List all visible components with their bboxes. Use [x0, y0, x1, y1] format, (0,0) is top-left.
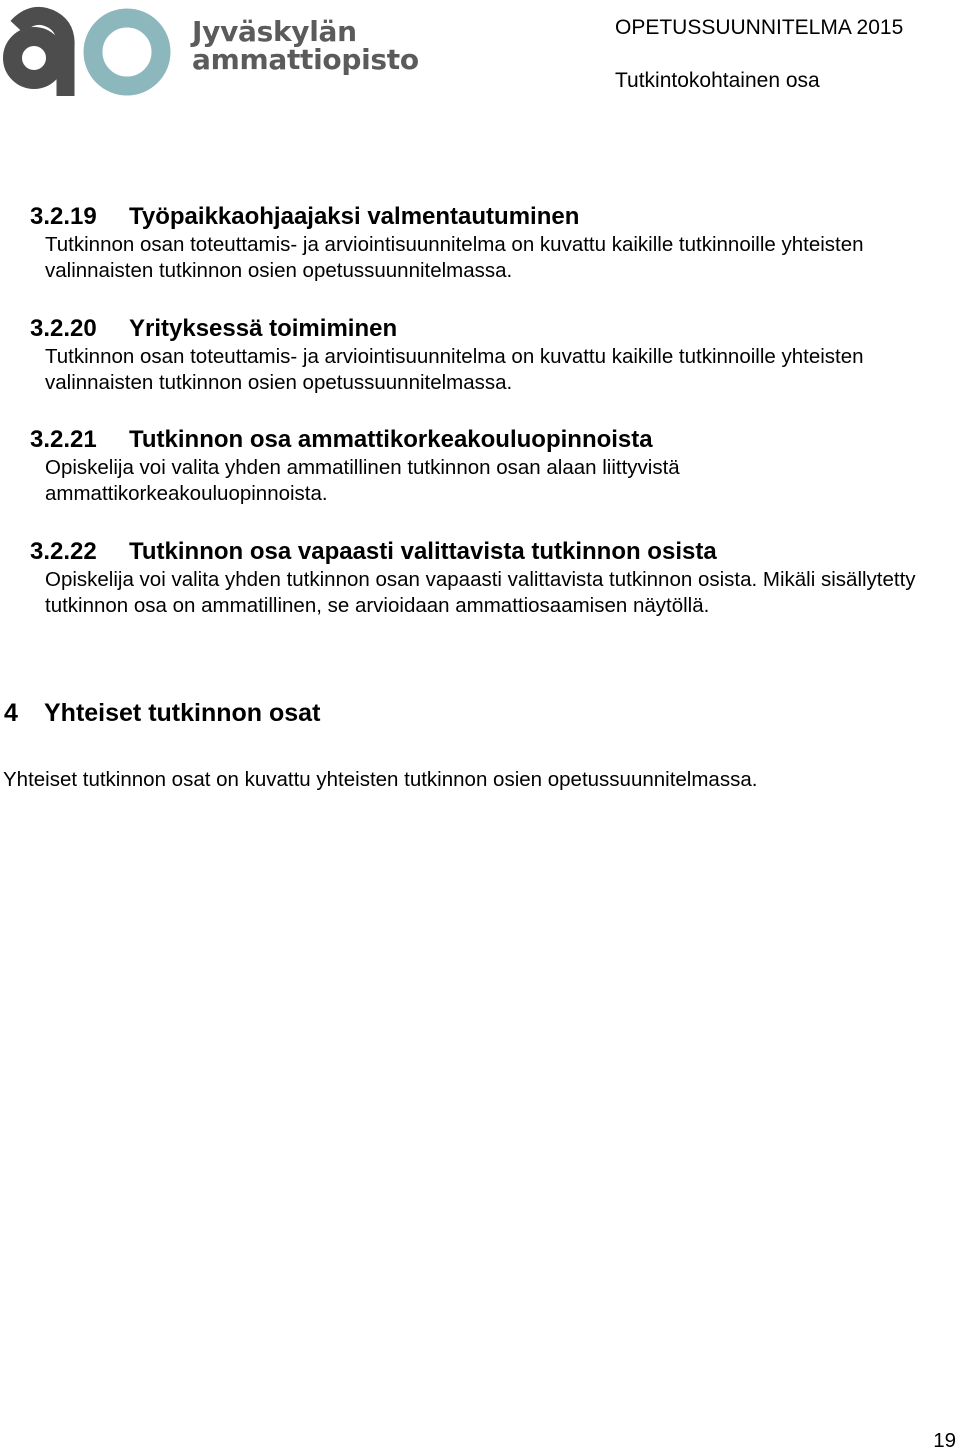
section-heading [30, 425, 930, 455]
section-number: 3.2.21 [30, 426, 97, 453]
chapter-body: Yhteiset tutkinnon osat on kuvattu yhteisten tutkinnon osien opetussuunnitelmassa. [3, 768, 758, 791]
section-number: 3.2.22 [30, 538, 97, 565]
section-number: 3.2.20 [30, 315, 97, 342]
document-title: OPETUSSUUNNITELMA 2015 [615, 16, 904, 39]
section-title: Työpaikkaohjaajaksi valmentautuminen [129, 203, 580, 230]
section-heading [30, 314, 930, 344]
institution-logo [0, 0, 419, 110]
section-3-2-21 [30, 425, 930, 506]
section-3-2-19 [30, 202, 930, 283]
section-title: Tutkinnon osa ammattikorkeakouluopinnoista [129, 426, 653, 453]
logo-wordmark-line-1: Jyväskylän [192, 15, 357, 48]
page-number: 19 [933, 1429, 956, 1452]
ao-logo-mark-icon [0, 0, 190, 100]
section-body: Opiskelija voi valita yhden ammatillinen tutkinnon osan alaan liittyvistä ammattikorkeakouluopinnoista. [45, 456, 680, 505]
section-body: Opiskelija voi valita yhden tutkinnon osan vapaasti valittavista tutkinnon osista. Mikäli sisällytetty tutkinnon osa on ammatillinen, se arvioidaan ammattiosaamisen näytöllä. [45, 568, 916, 617]
section-heading [30, 537, 930, 567]
section-body: Tutkinnon osan toteuttamis- ja arviointisuunnitelma on kuvattu kaikille tutkinnoille yhteisten valinnaisten tutkinnon osien opetussuunnitelmassa. [45, 345, 864, 394]
section-3-2-20 [30, 314, 930, 395]
chapter-title: Yhteiset tutkinnon osat [44, 699, 321, 727]
logo-wordmark-line-2: ammattiopisto [192, 43, 419, 76]
section-number: 3.2.19 [30, 203, 97, 230]
section-title: Tutkinnon osa vapaasti valittavista tutkinnon osista [129, 538, 717, 565]
chapter-heading [4, 698, 320, 728]
document-subtitle: Tutkintokohtainen osa [615, 69, 820, 92]
section-body: Tutkinnon osan toteuttamis- ja arviointisuunnitelma on kuvattu kaikille tutkinnoille yhteisten valinnaisten tutkinnon osien opetussuunnitelmassa. [45, 233, 864, 282]
section-heading [30, 202, 930, 232]
chapter-number: 4 [4, 699, 18, 727]
section-title: Yrityksessä toimiminen [129, 315, 398, 342]
section-3-2-22 [30, 537, 930, 618]
